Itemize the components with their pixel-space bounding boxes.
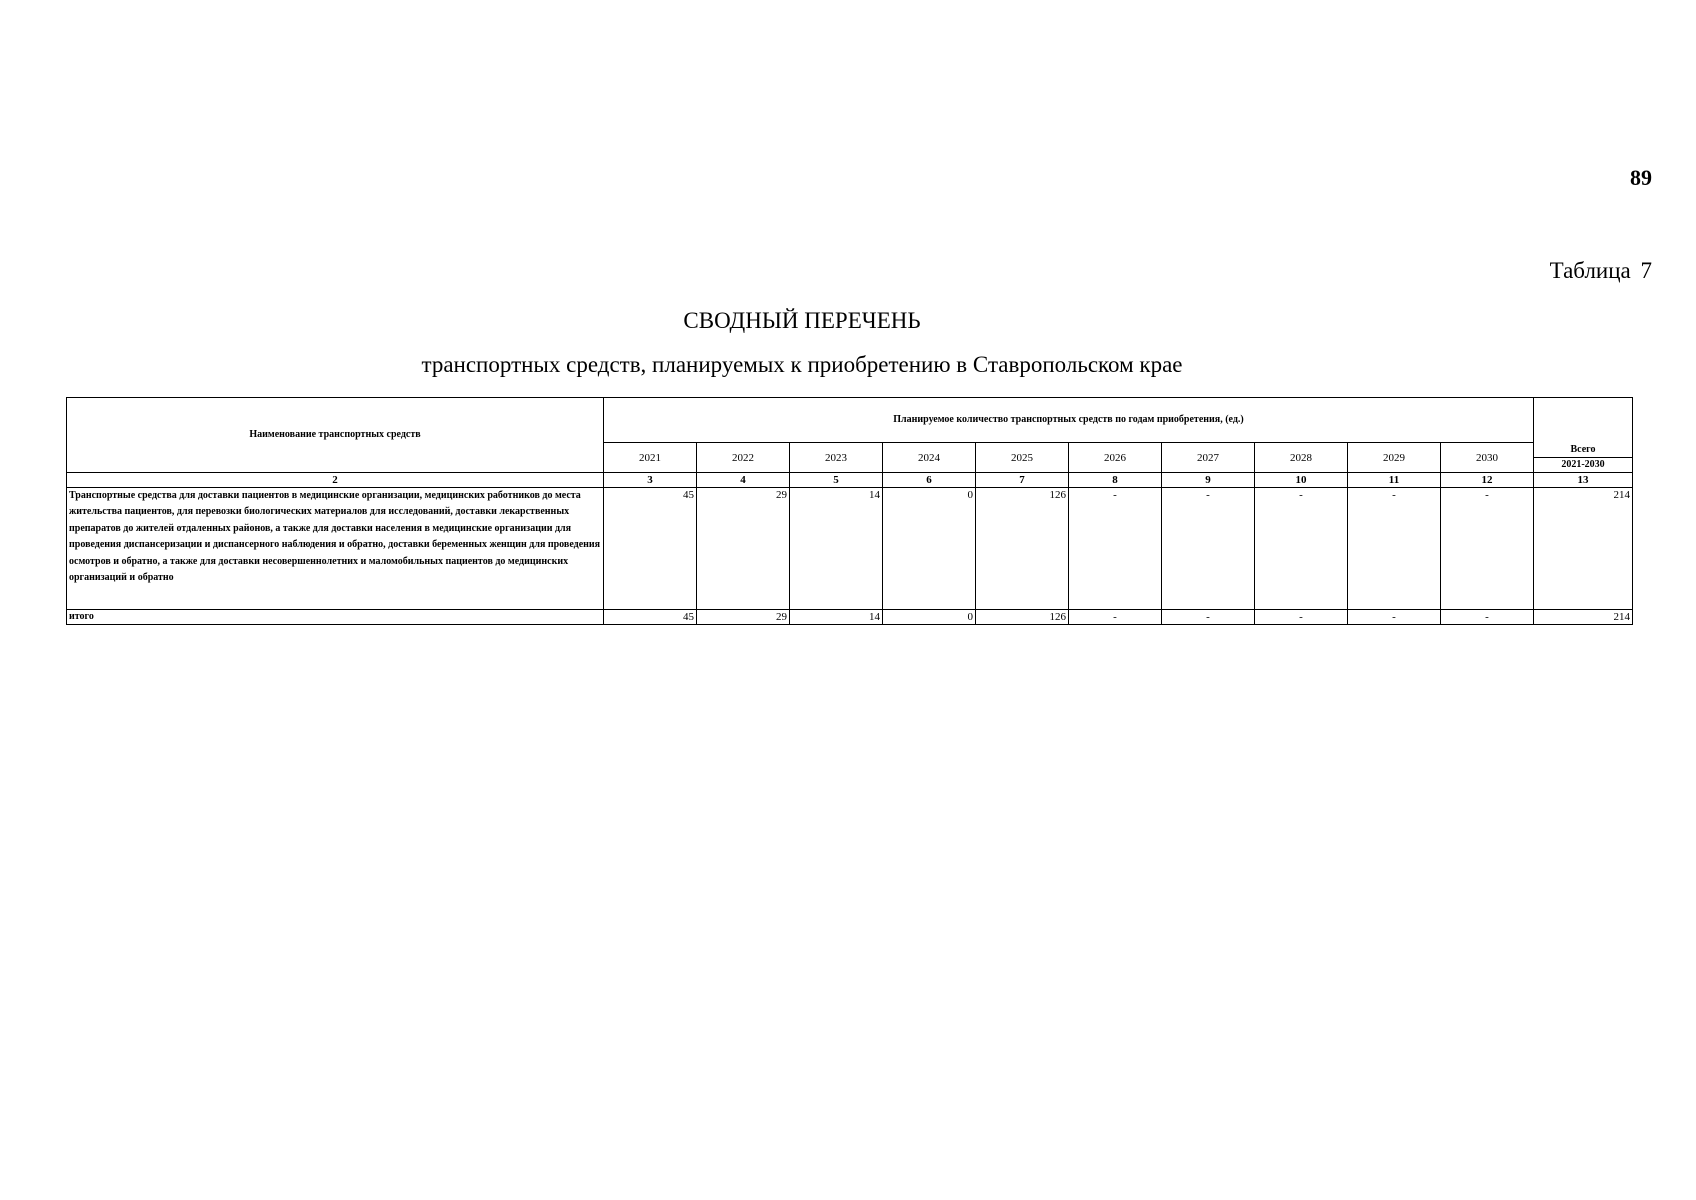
total-value-cell: 29: [697, 610, 790, 625]
total-value-cell: -: [1348, 610, 1441, 625]
value-cell: 126: [976, 488, 1069, 610]
name-column-header: Наименование транспортных средств: [67, 398, 604, 473]
year-header: 2023: [790, 443, 883, 473]
total-value-cell: -: [1255, 610, 1348, 625]
value-cell: 45: [604, 488, 697, 610]
column-number: 10: [1255, 473, 1348, 488]
column-number: 3: [604, 473, 697, 488]
value-cell: -: [1441, 488, 1534, 610]
column-number: 2: [67, 473, 604, 488]
column-number: 5: [790, 473, 883, 488]
year-header: 2029: [1348, 443, 1441, 473]
value-cell: -: [1162, 488, 1255, 610]
total-header-range: 2021-2030: [1561, 459, 1605, 470]
total-column-header: [1534, 398, 1633, 473]
year-header: 2024: [883, 443, 976, 473]
summary-table: [66, 397, 1633, 625]
column-number: 8: [1069, 473, 1162, 488]
value-cell: 0: [883, 488, 976, 610]
year-header: 2030: [1441, 443, 1534, 473]
table-row: [67, 488, 1633, 610]
value-cell: -: [1255, 488, 1348, 610]
document-title: СВОДНЫЙ ПЕРЕЧЕНЬ: [683, 308, 921, 333]
year-header: 2027: [1162, 443, 1255, 473]
year-header: 2022: [697, 443, 790, 473]
total-header-label: Всего: [1534, 443, 1632, 458]
total-value-cell: 45: [604, 610, 697, 625]
column-number: 13: [1534, 473, 1633, 488]
total-value-cell: 0: [883, 610, 976, 625]
column-number-row: [67, 473, 1633, 488]
column-number: 11: [1348, 473, 1441, 488]
total-row: [67, 610, 1633, 625]
year-header: 2026: [1069, 443, 1162, 473]
total-value-cell: -: [1441, 610, 1534, 625]
column-number: 6: [883, 473, 976, 488]
column-number: 4: [697, 473, 790, 488]
page-number: 89: [1630, 165, 1652, 190]
value-cell: -: [1348, 488, 1441, 610]
years-group-header: Планируемое количество транспортных средств по годам приобретения, (ед.): [604, 398, 1534, 443]
row-total-cell: 214: [1534, 488, 1633, 610]
year-header: 2021: [604, 443, 697, 473]
column-number: 12: [1441, 473, 1534, 488]
table-label: Таблица 7: [1549, 258, 1652, 283]
column-number: 7: [976, 473, 1069, 488]
year-header: 2028: [1255, 443, 1348, 473]
total-value-cell: 126: [976, 610, 1069, 625]
grand-total-cell: 214: [1534, 610, 1633, 625]
vehicle-description: Транспортные средства для доставки пациентов в медицинские организации, медицинских работников до места жительства пациентов, для перевозки биологических материалов для исследований, доставки лекарственных препаратов до жителей отдаленных районов, а также для доставки населения в медицинские организации для проведения диспансеризации и диспансерного наблюдения и обратно, доставки беременных женщин для проведения осмотров и обратно, а также для доставки несовершеннолетних и маломобильных пациентов до медицинских организаций и обратно: [67, 488, 604, 610]
value-cell: 14: [790, 488, 883, 610]
total-value-cell: -: [1069, 610, 1162, 625]
total-value-cell: 14: [790, 610, 883, 625]
total-row-label: итого: [67, 610, 604, 625]
document-subtitle: транспортных средств, планируемых к приобретению в Ставропольском крае: [421, 352, 1183, 377]
column-number: 9: [1162, 473, 1255, 488]
value-cell: 29: [697, 488, 790, 610]
value-cell: -: [1069, 488, 1162, 610]
year-header: 2025: [976, 443, 1069, 473]
total-value-cell: -: [1162, 610, 1255, 625]
